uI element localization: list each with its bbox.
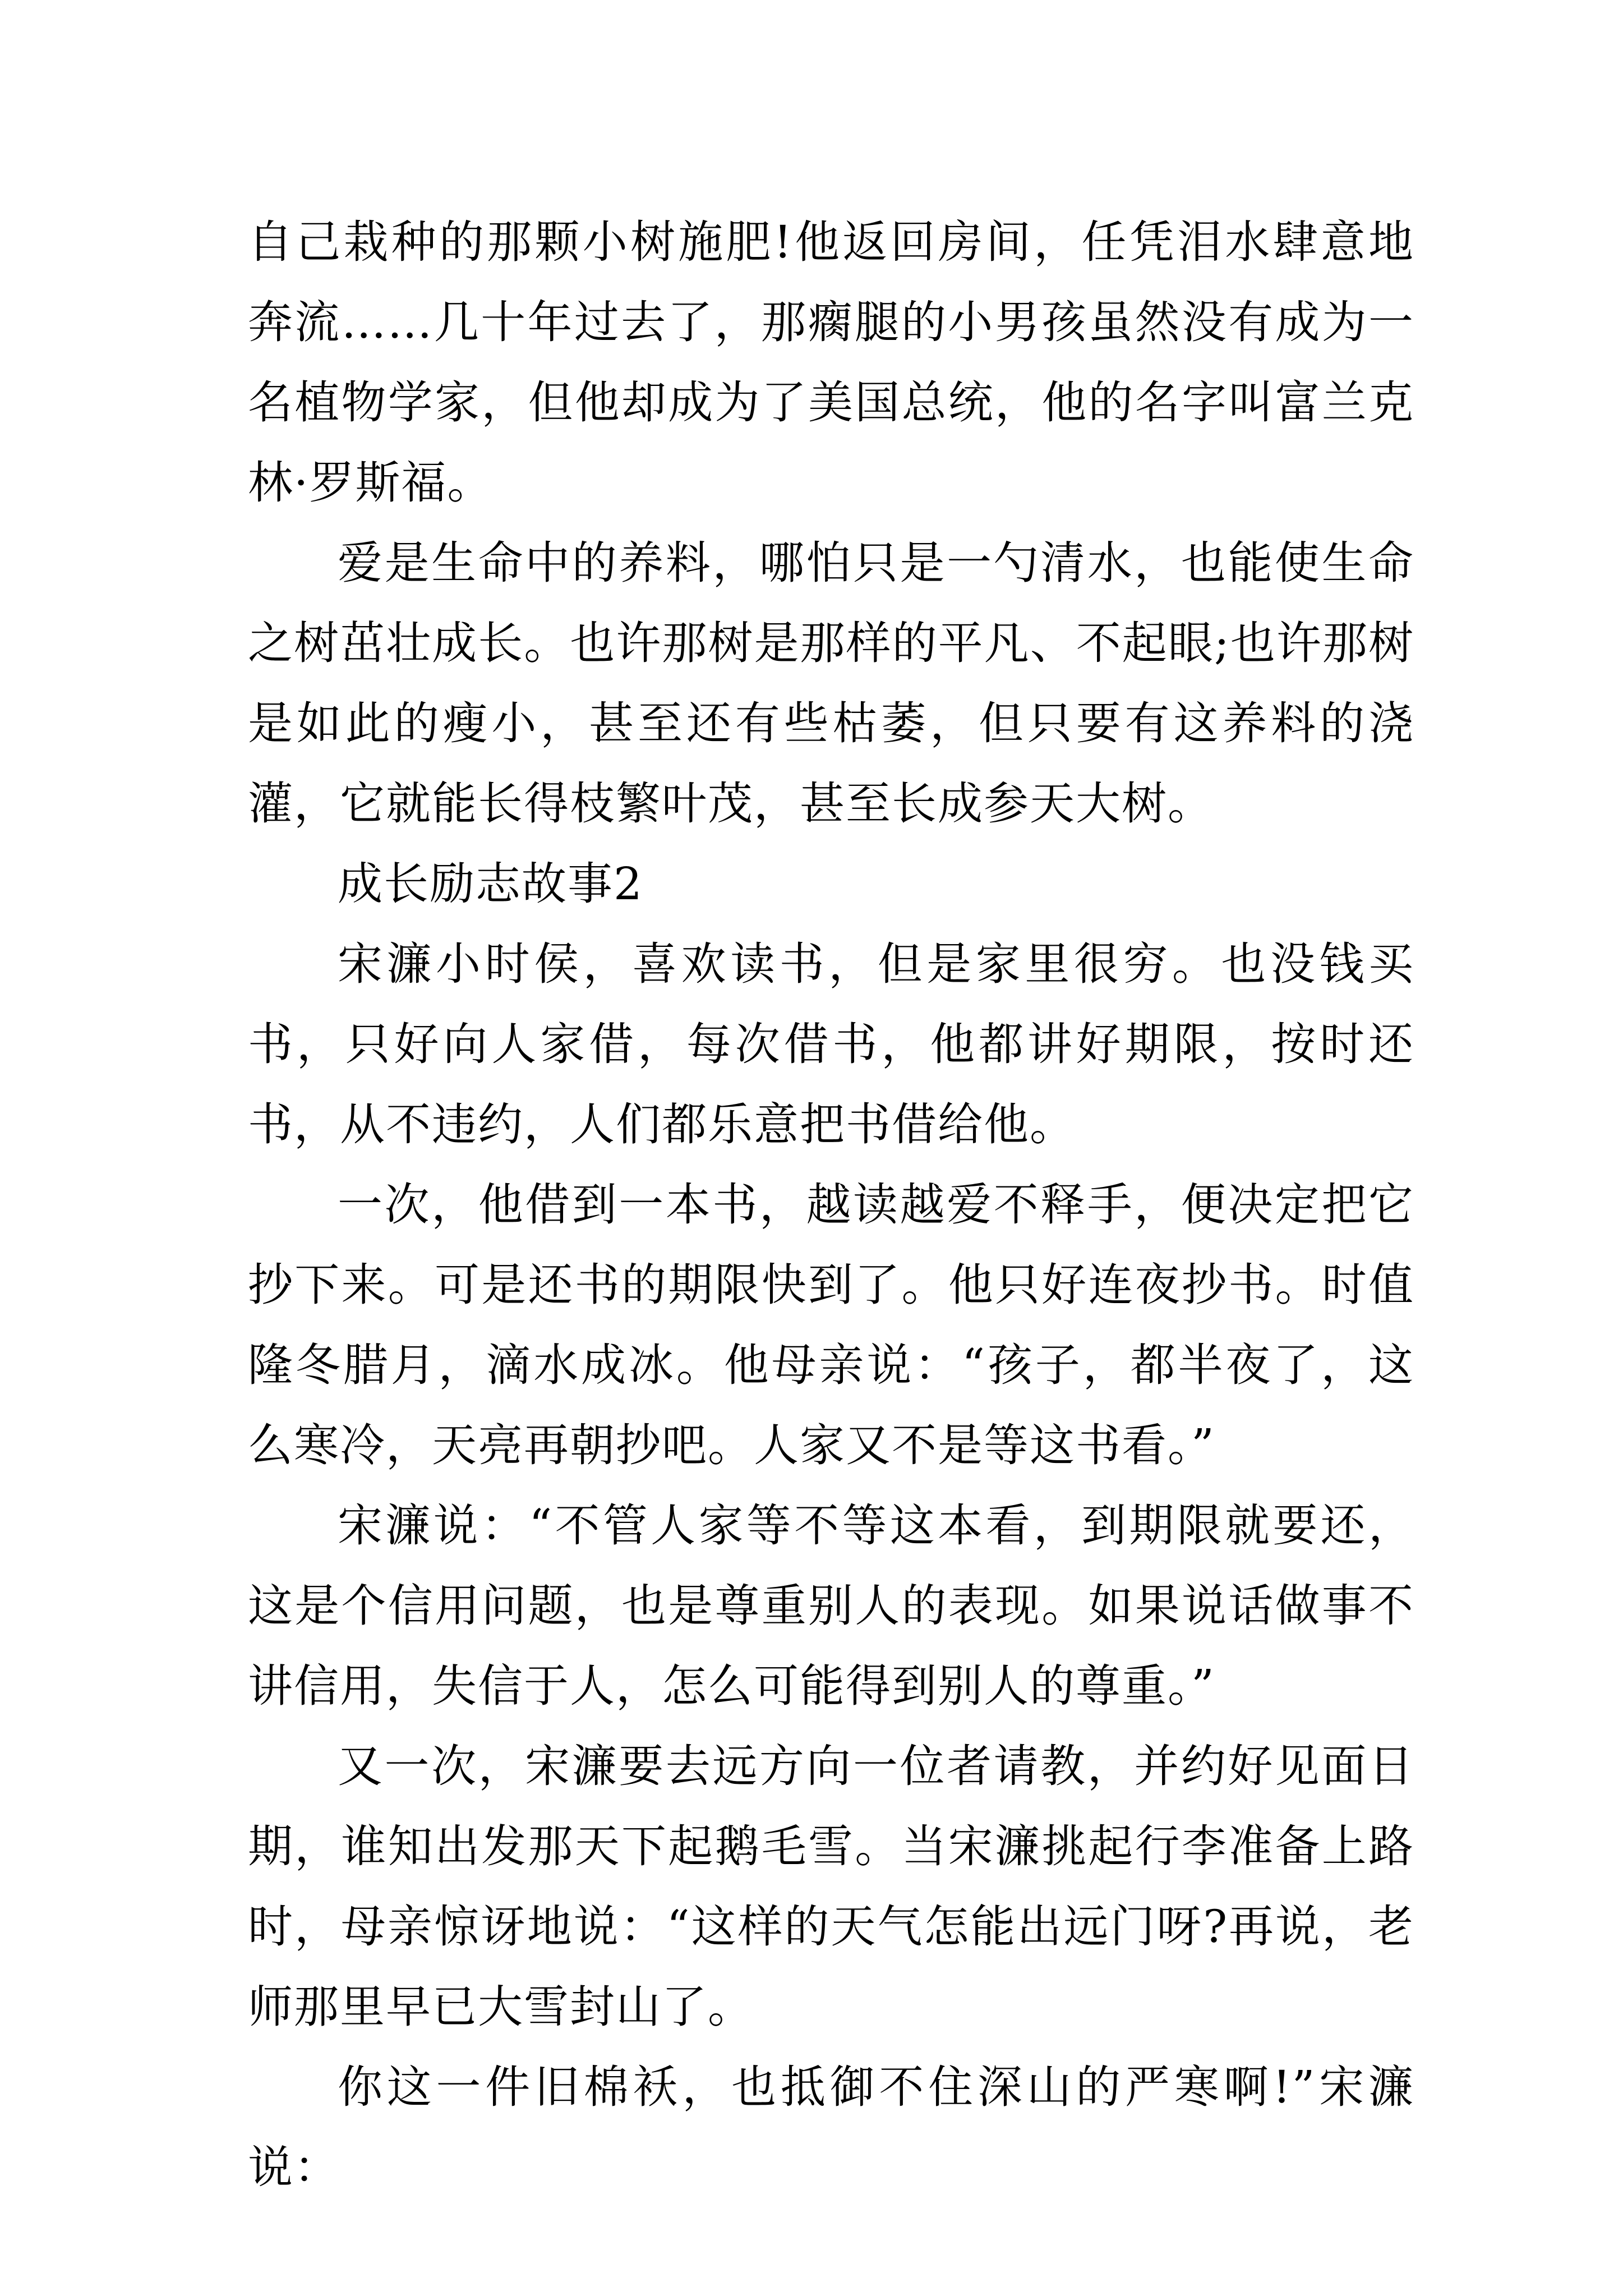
paragraph-copying-book: 一次，他借到一本书，越读越爱不释手，便决定把它抄下来。可是还书的期限快到了。他只好连夜抄书。时值隆冬腊月，滴水成冰。他母亲说：“孩子，都半夜了，这么寒冷，天亮再朝抄吧。人家又不是等这书看。” [248, 1179, 1414, 1471]
paragraph-reflection: 爱是生命中的养料，哪怕只是一勺清水，也能使生命之树茁壮成长。也许那树是那样的平凡、不起眼;也许那树是如此的瘦小，甚至还有些枯萎，但只要有这养料的浇灌，它就能长得枝繁叶茂，甚至长成参天大树。 [248, 537, 1414, 830]
paragraph-story-ending: 自己栽种的那颗小树施肥!他返回房间，任凭泪水肆意地奔流……几十年过去了，那瘸腿的小男孩虽然没有成为一名植物学家，但他却成为了美国总统，他的名字叫富兰克林·罗斯福。 [248, 216, 1414, 509]
paragraph-song-lian-intro: 宋濂小时侯，喜欢读书，但是家里很穷。也没钱买书，只好向人家借，每次借书，他都讲好期限，按时还书，从不违约，人们都乐意把书借给他。 [248, 938, 1414, 1151]
document-body [248, 202, 1414, 2207]
section-heading: 成长励志故事2 [338, 858, 643, 910]
paragraph-song-lian-reply: 宋濂说：“不管人家等不等这本看，到期限就要还，这是个信用问题，也是尊重别人的表现。如果说话做事不讲信用，失信于人，怎么可能得到别人的尊重。” [248, 1499, 1414, 1712]
paragraph-cotton-coat: 你这一件旧棉袄，也抵御不住深山的严寒啊!”宋濂说： [248, 2061, 1414, 2193]
paragraph-snow-journey: 又一次，宋濂要去远方向一位者请教，并约好见面日期，谁知出发那天下起鹅毛雪。当宋濂挑起行李准备上路时，母亲惊讶地说：“这样的天气怎能出远门呀?再说，老师那里早已大雪封山了。 [248, 1740, 1414, 2033]
